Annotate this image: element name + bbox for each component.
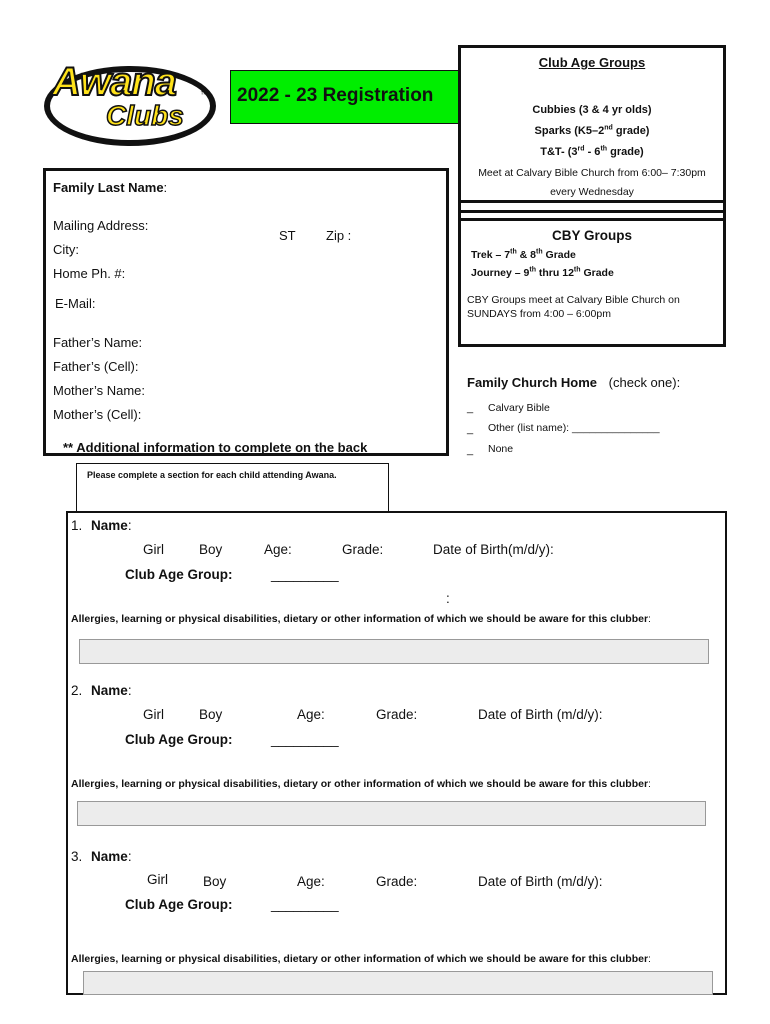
- child-1-name-text: Name: [91, 518, 128, 533]
- cby-groups-title: CBY Groups: [551, 228, 632, 243]
- child-3-dob: Date of Birth (m/d/y):: [478, 874, 603, 889]
- child-3-allergy-label: [71, 953, 651, 965]
- child-3-name-label: [71, 849, 132, 864]
- additional-info-note: ** Additional information to complete on the back: [63, 440, 368, 455]
- child-3-num: 3.: [71, 849, 83, 864]
- child-2-name-text: Name: [91, 683, 128, 698]
- child-2-name-label: [71, 683, 132, 698]
- logo-tm: ™: [200, 90, 208, 99]
- child-1-name-label: [71, 518, 132, 533]
- child-1-girl[interactable]: Girl: [143, 542, 164, 557]
- zip-label: Zip :: [326, 228, 352, 243]
- sparks-text-post: grade): [612, 125, 650, 137]
- child-1-stray-colon: :: [446, 591, 450, 606]
- mailing-address-label: Mailing Address:: [53, 218, 149, 233]
- mother-cell-label: Mother’s (Cell):: [53, 407, 142, 422]
- child-3-allergy-colon: :: [648, 953, 651, 965]
- instruction-text: Please complete a section for each child attending Awana.: [87, 470, 337, 480]
- child-2-num: 2.: [71, 683, 83, 698]
- church-home-heading: [467, 375, 680, 390]
- child-2-boy[interactable]: Boy: [199, 707, 223, 722]
- father-name-label: Father’s Name:: [53, 335, 143, 350]
- cby-meet-line-1: CBY Groups meet at Calvary Bible Church on: [467, 294, 680, 306]
- tt-text-pre: T&T- (3: [540, 146, 578, 158]
- child-1-club-label: Club Age Group:: [125, 567, 233, 582]
- child-1-age: Age:: [264, 542, 292, 557]
- child-3-grade: Grade:: [376, 874, 418, 889]
- child-2-allergy-label: [71, 778, 651, 790]
- child-2-club-blank[interactable]: _________: [271, 732, 339, 747]
- church-option-2-marker[interactable]: _: [467, 423, 474, 435]
- journey-text-pre: Journey – 9: [471, 267, 530, 279]
- child-2-allergy-text: Allergies, learning or physical disabilities, dietary or other information of which we should be aware for this clubber: [71, 778, 649, 790]
- children-box: [66, 511, 727, 995]
- church-option-calvary[interactable]: Calvary Bible: [488, 402, 550, 414]
- child-2-club-label: Club Age Group:: [125, 732, 233, 747]
- child-1-allergy-label: [71, 613, 651, 625]
- child-1-name-colon: :: [127, 518, 132, 533]
- journey-line: [471, 267, 614, 279]
- cubbies-line: Cubbies (3 & 4 yr olds): [532, 104, 652, 116]
- logo-word-awana: Awana: [52, 60, 176, 104]
- child-1-boy[interactable]: Boy: [199, 542, 223, 557]
- trek-sup-1: th: [510, 248, 517, 256]
- child-3-name-colon: :: [127, 849, 132, 864]
- tt-text-post: grade): [607, 146, 644, 158]
- instruction-box: [76, 463, 389, 513]
- child-2-allergy-input[interactable]: [77, 801, 706, 826]
- club-meet-line-1: Meet at Calvary Bible Church from 6:00– 7:30pm: [478, 167, 706, 179]
- child-2-grade: Grade:: [376, 707, 418, 722]
- child-3-allergy-input[interactable]: [83, 971, 713, 995]
- child-1-allergy-text: Allergies, learning or physical disabilities, dietary or other information of which we should be aware for this clubber: [71, 613, 649, 625]
- church-option-none[interactable]: None: [488, 443, 514, 455]
- child-1-allergy-input[interactable]: [79, 639, 709, 664]
- trek-text-mid: & 8: [516, 249, 536, 261]
- club-meet-line-2: every Wednesday: [550, 186, 634, 198]
- child-2-age: Age:: [297, 707, 325, 722]
- club-age-groups-inner-line-2: [461, 210, 723, 213]
- sparks-line: [458, 125, 726, 137]
- child-1-dob: Date of Birth(m/d/y):: [433, 542, 554, 557]
- club-age-groups-inner-line-1: [461, 200, 723, 203]
- tt-text-mid: - 6: [584, 146, 601, 158]
- page-title: 2022 - 23 Registration: [237, 85, 434, 106]
- child-3-age: Age:: [297, 874, 325, 889]
- child-1-allergy-colon: :: [648, 613, 651, 625]
- family-last-name-text: Family Last Name: [53, 180, 164, 195]
- family-last-name-label: [53, 180, 167, 195]
- child-2-name-colon: :: [127, 683, 132, 698]
- child-3-girl[interactable]: Girl: [147, 872, 168, 887]
- cby-meet-line-2: SUNDAYS from 4:00 – 6:00pm: [467, 308, 611, 320]
- club-age-groups-title: Club Age Groups: [538, 55, 646, 70]
- journey-text-mid: thru 12: [535, 267, 574, 279]
- tt-sup-1: rd: [577, 145, 585, 153]
- home-phone-label: Home Ph. #:: [53, 266, 126, 281]
- journey-sup-1: th: [529, 266, 536, 274]
- journey-sup-2: th: [573, 266, 581, 274]
- family-last-name-colon: :: [163, 180, 168, 195]
- sparks-text-pre: Sparks (K5–2: [534, 125, 605, 137]
- father-cell-label: Father’s (Cell):: [53, 359, 139, 374]
- church-option-other[interactable]: Other (list name): _______________: [488, 422, 660, 434]
- child-3-club-label: Club Age Group:: [125, 897, 233, 912]
- child-3-boy[interactable]: Boy: [203, 874, 227, 889]
- logo-word-clubs: Clubs: [106, 100, 184, 131]
- sparks-sup: nd: [604, 124, 613, 132]
- child-3-club-blank[interactable]: _________: [271, 897, 339, 912]
- club-age-groups-inner-line-3: [461, 218, 723, 221]
- child-1-club-blank[interactable]: _________: [271, 567, 339, 582]
- registration-title-box: [230, 70, 461, 124]
- state-label: ST: [279, 228, 296, 243]
- city-label: City:: [53, 242, 79, 257]
- child-2-allergy-colon: :: [648, 778, 651, 790]
- journey-text-post: Grade: [580, 267, 614, 279]
- trek-text-pre: Trek – 7: [471, 249, 511, 261]
- trek-sup-2: th: [536, 248, 543, 256]
- email-label: E-Mail:: [55, 296, 96, 311]
- church-home-hint: (check one):: [608, 375, 681, 390]
- child-2-dob: Date of Birth (m/d/y):: [478, 707, 603, 722]
- church-home-label: Family Church Home: [467, 375, 598, 390]
- tt-line: [458, 146, 726, 158]
- trek-text-post: Grade: [542, 249, 576, 261]
- child-1-grade: Grade:: [342, 542, 384, 557]
- child-3-name-text: Name: [91, 849, 128, 864]
- child-3-allergy-text: Allergies, learning or physical disabilities, dietary or other information of which we should be aware for this clubber: [71, 953, 649, 965]
- tt-sup-2: th: [600, 145, 608, 153]
- child-2-girl[interactable]: Girl: [143, 707, 164, 722]
- trek-line: [471, 249, 576, 261]
- church-option-3-marker[interactable]: _: [467, 444, 474, 456]
- child-1-num: 1.: [71, 518, 83, 533]
- awana-logo: [38, 60, 218, 150]
- mother-name-label: Mother’s Name:: [53, 383, 145, 398]
- church-option-1-marker[interactable]: _: [467, 402, 474, 414]
